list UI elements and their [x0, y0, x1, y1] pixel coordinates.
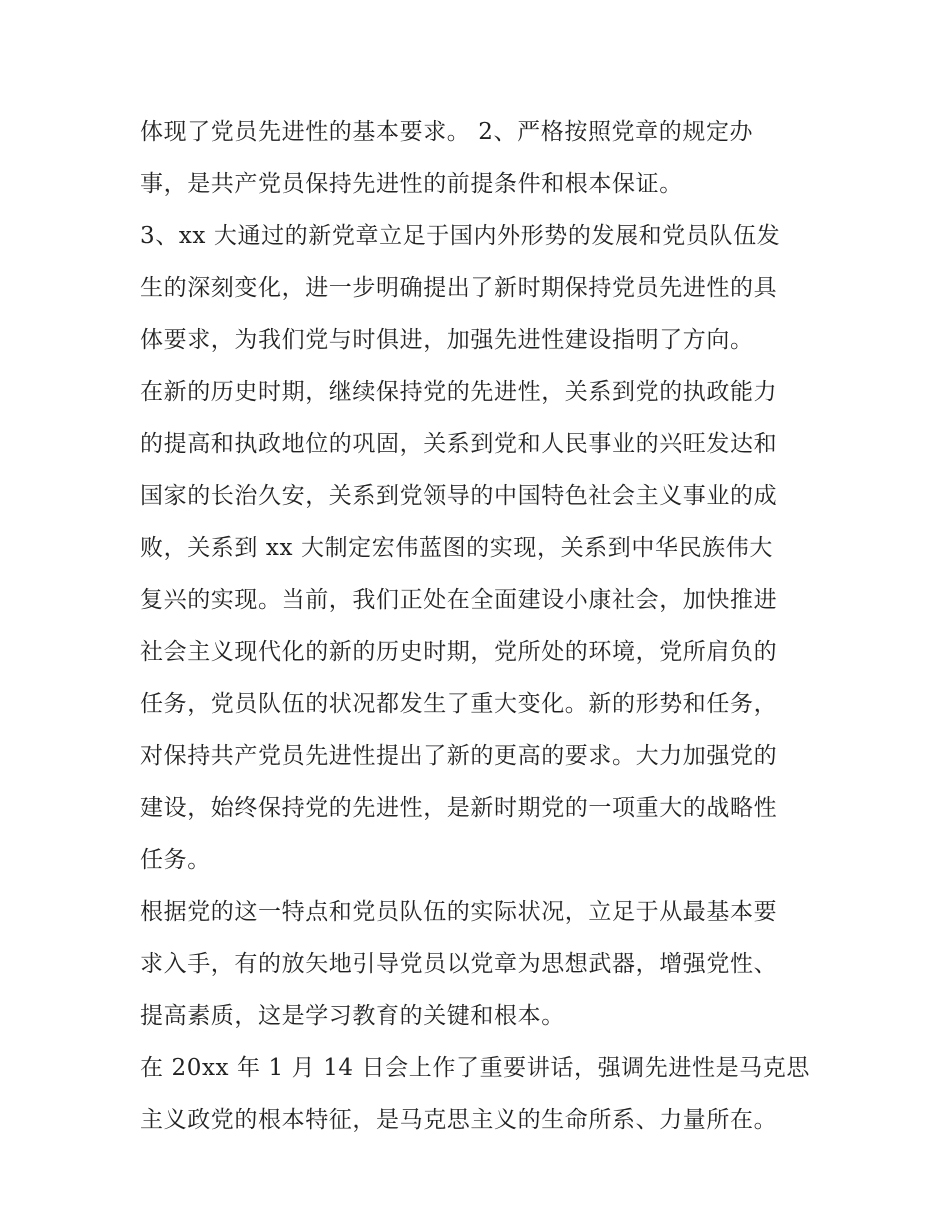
- text-line: 建设，始终保持党的先进性，是新时期党的一项重大的战略性: [140, 795, 778, 821]
- text-line: 任务。: [140, 847, 211, 873]
- text-line: 在 20xx 年 1 月 14 日会上作了重要讲话，强调先进性是马克思: [140, 1055, 810, 1081]
- text-line: 对保持共产党员先进性提出了新的更高的要求。大力加强党的: [140, 743, 778, 769]
- text-line: 社会主义现代化的新的历史时期，党所处的环境，党所肩负的: [140, 639, 778, 665]
- text-line: 体现了党员先进性的基本要求。 2、严格按照党章的规定办: [140, 119, 754, 145]
- document-body: [140, 106, 820, 1146]
- text-line: 败，关系到 xx 大制定宏伟蓝图的实现，关系到中华民族伟大: [140, 535, 773, 561]
- text-line: 主义政党的根本特征，是马克思主义的生命所系、力量所在。: [140, 1107, 778, 1133]
- paragraph: [140, 210, 820, 366]
- paragraph: [140, 366, 820, 886]
- text-line: 体要求，为我们党与时俱进，加强先进性建设指明了方向。: [140, 327, 754, 353]
- text-line: 复兴的实现。当前，我们正处在全面建设小康社会，加快推进: [140, 587, 778, 613]
- paragraph: [140, 886, 820, 1042]
- text-line: 事，是共产党员保持先进性的前提条件和根本保证。: [140, 171, 683, 197]
- text-line: 国家的长治久安，关系到党领导的中国特色社会主义事业的成: [140, 483, 778, 509]
- text-line: 任务，党员队伍的状况都发生了重大变化。新的形势和任务，: [140, 691, 778, 717]
- paragraph: [140, 1042, 820, 1146]
- text-line: 求入手，有的放矢地引导党员以党章为思想武器，增强党性、: [140, 951, 778, 977]
- text-line: 生的深刻变化，进一步明确提出了新时期保持党员先进性的具: [140, 275, 778, 301]
- paragraph: [140, 106, 820, 210]
- text-line: 在新的历史时期，继续保持党的先进性，关系到党的执政能力: [140, 379, 778, 405]
- text-line: 提高素质，这是学习教育的关键和根本。: [140, 1003, 565, 1029]
- text-line: 的提高和执政地位的巩固，关系到党和人民事业的兴旺发达和: [140, 431, 778, 457]
- text-line: 3、xx 大通过的新党章立足于国内外形势的发展和党员队伍发: [140, 223, 781, 249]
- text-line: 根据党的这一特点和党员队伍的实际状况，立足于从最基本要: [140, 899, 778, 925]
